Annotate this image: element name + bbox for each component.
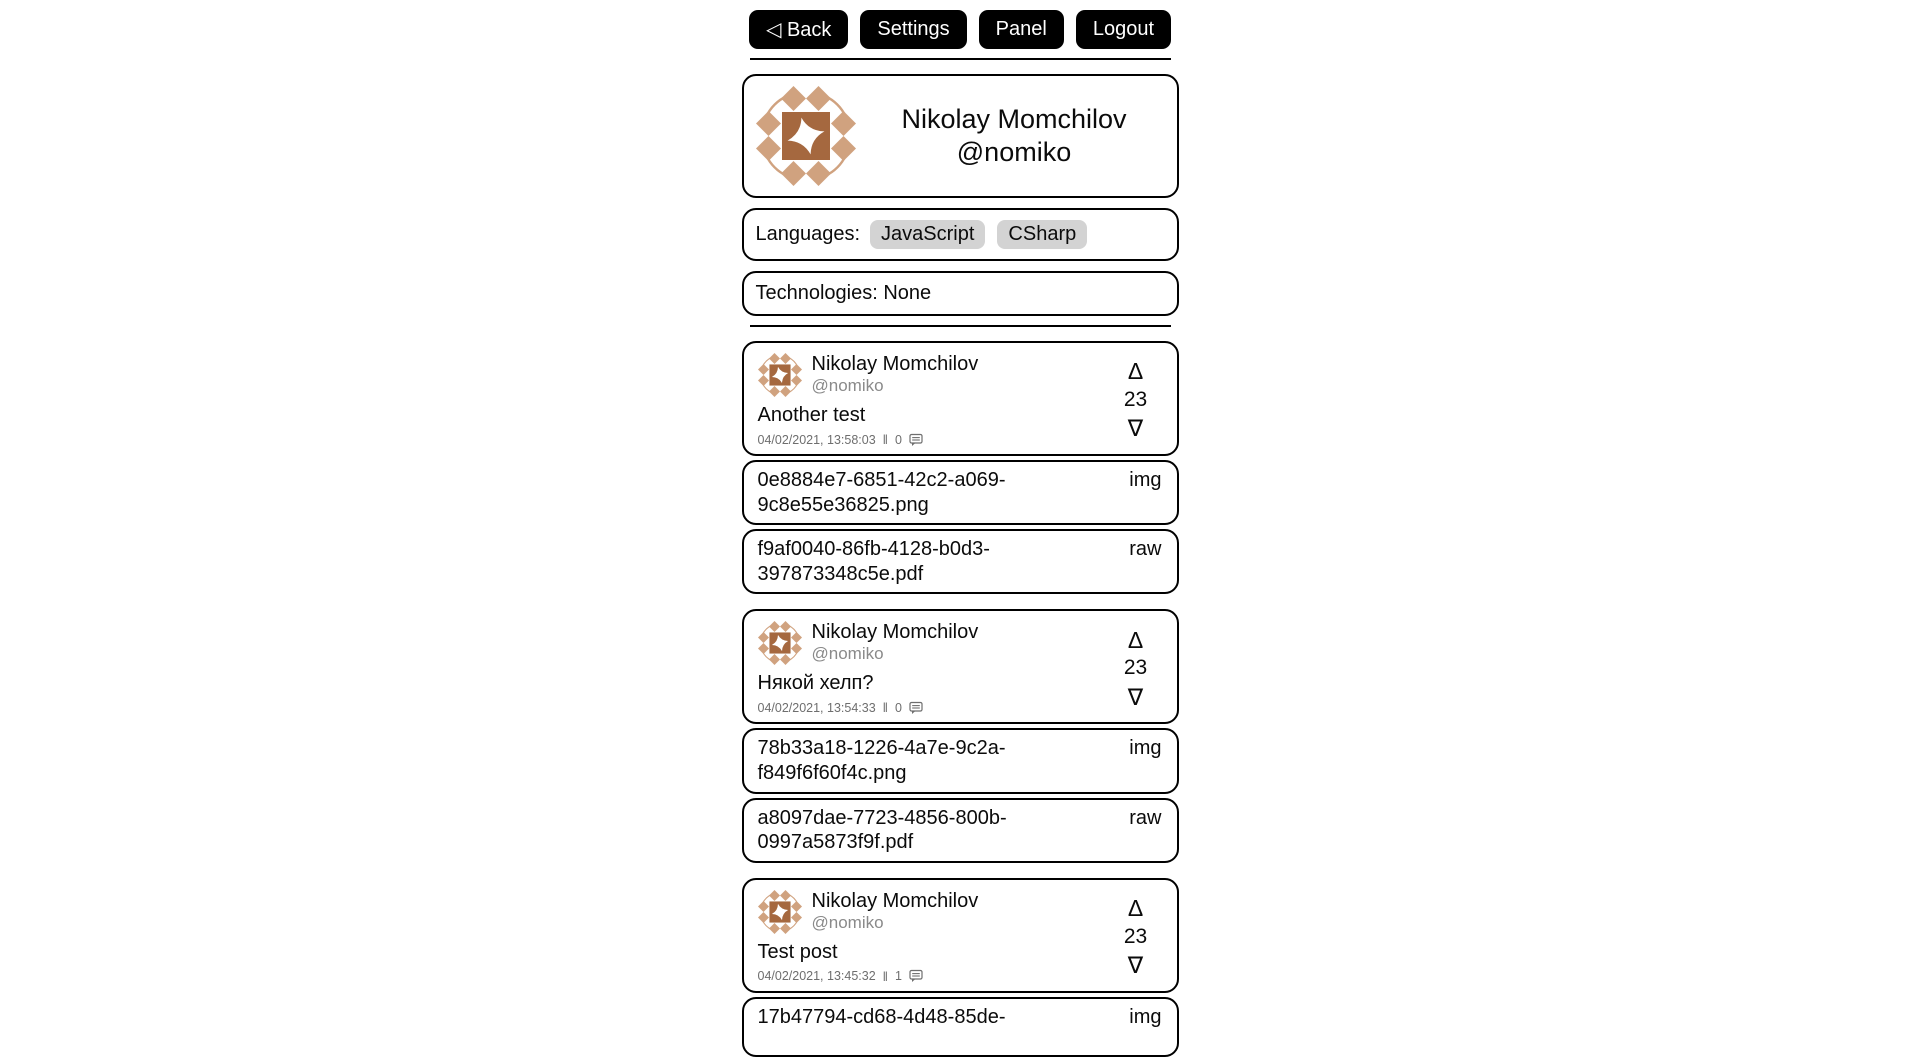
post-header bbox=[758, 353, 1113, 397]
technologies-card bbox=[742, 271, 1179, 316]
vote-count: 23 bbox=[1123, 387, 1148, 411]
post-author-block bbox=[812, 353, 979, 396]
attachment-type-badge: raw bbox=[1129, 806, 1162, 829]
post-timestamp: 04/02/2021, 13:45:32 bbox=[757, 969, 876, 984]
post-meta bbox=[758, 432, 1113, 447]
post-title: Another test bbox=[757, 404, 866, 426]
attachment-row[interactable] bbox=[742, 997, 1179, 1057]
language-badge-csharp: CSharp bbox=[997, 220, 1087, 249]
vote-count: 23 bbox=[1123, 924, 1148, 948]
post-group bbox=[742, 341, 1179, 594]
post-group bbox=[742, 878, 1179, 1057]
attachment-type-badge: raw bbox=[1129, 538, 1162, 561]
attachment-row[interactable] bbox=[742, 529, 1179, 594]
post-author-handle: @nomiko bbox=[811, 376, 884, 395]
meta-separator: ‖ bbox=[882, 968, 889, 984]
profile-avatar-identicon bbox=[756, 86, 856, 186]
attachment-row[interactable] bbox=[742, 728, 1179, 793]
meta-separator: ‖ bbox=[882, 700, 889, 716]
post-main bbox=[758, 621, 1113, 715]
post-avatar-identicon bbox=[758, 621, 802, 665]
post-author-name: Nikolay Momchilov bbox=[811, 621, 979, 644]
post-timestamp: 04/02/2021, 13:58:03 bbox=[757, 432, 876, 447]
main-column bbox=[742, 0, 1179, 1057]
comment-icon bbox=[909, 433, 923, 447]
attachment-filename: a8097dae-7723-4856-800b-0997a5873f9f.pdf bbox=[757, 806, 1007, 854]
post-comment-count: 1 bbox=[895, 969, 902, 984]
attachment-row[interactable] bbox=[742, 798, 1179, 863]
post-comment-count: 0 bbox=[895, 432, 902, 447]
technologies-text: Technologies: None bbox=[755, 282, 932, 304]
languages-card bbox=[742, 208, 1179, 261]
post-title: Някой хелп? bbox=[757, 672, 874, 695]
downvote-button[interactable]: ∇ bbox=[1127, 951, 1144, 978]
post-author-name: Nikolay Momchilov bbox=[811, 889, 979, 912]
upvote-button[interactable]: Δ bbox=[1127, 358, 1144, 385]
attachment-type-badge: img bbox=[1129, 737, 1162, 760]
post-author-handle: @nomiko bbox=[811, 912, 884, 932]
comment-icon bbox=[909, 701, 923, 715]
post-card[interactable] bbox=[742, 609, 1179, 724]
post-author-name: Nikolay Momchilov bbox=[811, 353, 979, 375]
language-badge-javascript: JavaScript bbox=[870, 220, 985, 249]
top-navigation bbox=[742, 10, 1179, 49]
meta-separator: ‖ bbox=[882, 432, 889, 447]
post-author-block bbox=[812, 621, 979, 664]
languages-label: Languages: bbox=[755, 223, 861, 245]
attachment-filename: 0e8884e7-6851-42c2-a069-9c8e55e36825.png bbox=[757, 469, 1006, 516]
post-author-handle: @nomiko bbox=[811, 644, 884, 664]
comment-icon bbox=[909, 969, 923, 983]
downvote-button[interactable]: ∇ bbox=[1127, 683, 1144, 710]
post-avatar-identicon bbox=[758, 890, 802, 934]
post-meta bbox=[758, 700, 1113, 715]
upvote-button[interactable]: Δ bbox=[1127, 626, 1144, 653]
attachment-filename: f9af0040-86fb-4128-b0d3-397873348c5e.pdf bbox=[757, 538, 990, 585]
back-button[interactable]: ◁ Back bbox=[749, 10, 848, 49]
vote-column bbox=[1113, 353, 1165, 447]
upvote-button[interactable]: Δ bbox=[1127, 894, 1144, 921]
post-main bbox=[758, 353, 1113, 447]
divider bbox=[750, 325, 1171, 327]
post-meta bbox=[758, 969, 1113, 984]
settings-button[interactable]: Settings bbox=[860, 10, 966, 49]
vote-column bbox=[1113, 890, 1165, 984]
attachment-row[interactable] bbox=[742, 460, 1179, 525]
vote-count: 23 bbox=[1123, 656, 1148, 680]
profile-handle: @nomiko bbox=[956, 137, 1072, 167]
post-header bbox=[758, 621, 1113, 665]
post-main bbox=[758, 890, 1113, 984]
attachment-type-badge: img bbox=[1129, 1005, 1162, 1028]
downvote-button[interactable]: ∇ bbox=[1127, 415, 1144, 442]
post-timestamp: 04/02/2021, 13:54:33 bbox=[757, 700, 876, 715]
panel-button[interactable]: Panel bbox=[979, 10, 1064, 49]
post-title: Test post bbox=[757, 940, 838, 963]
attachment-filename: 78b33a18-1226-4a7e-9c2a-f849f6f60f4c.png bbox=[757, 737, 1006, 784]
profile-name: Nikolay Momchilov bbox=[901, 104, 1127, 135]
post-author-block bbox=[812, 890, 979, 933]
vote-column bbox=[1113, 621, 1165, 715]
post-card[interactable] bbox=[742, 878, 1179, 993]
post-header bbox=[758, 890, 1113, 934]
post-group bbox=[742, 609, 1179, 862]
post-card[interactable] bbox=[742, 341, 1179, 456]
attachment-type-badge: img bbox=[1129, 469, 1162, 491]
profile-card bbox=[742, 74, 1179, 198]
post-comment-count: 0 bbox=[895, 700, 902, 715]
attachment-filename: 17b47794-cd68-4d48-85de- bbox=[757, 1005, 1006, 1028]
profile-names bbox=[864, 103, 1165, 169]
post-avatar-identicon bbox=[758, 353, 802, 397]
logout-button[interactable]: Logout bbox=[1076, 10, 1171, 49]
divider bbox=[750, 58, 1171, 60]
